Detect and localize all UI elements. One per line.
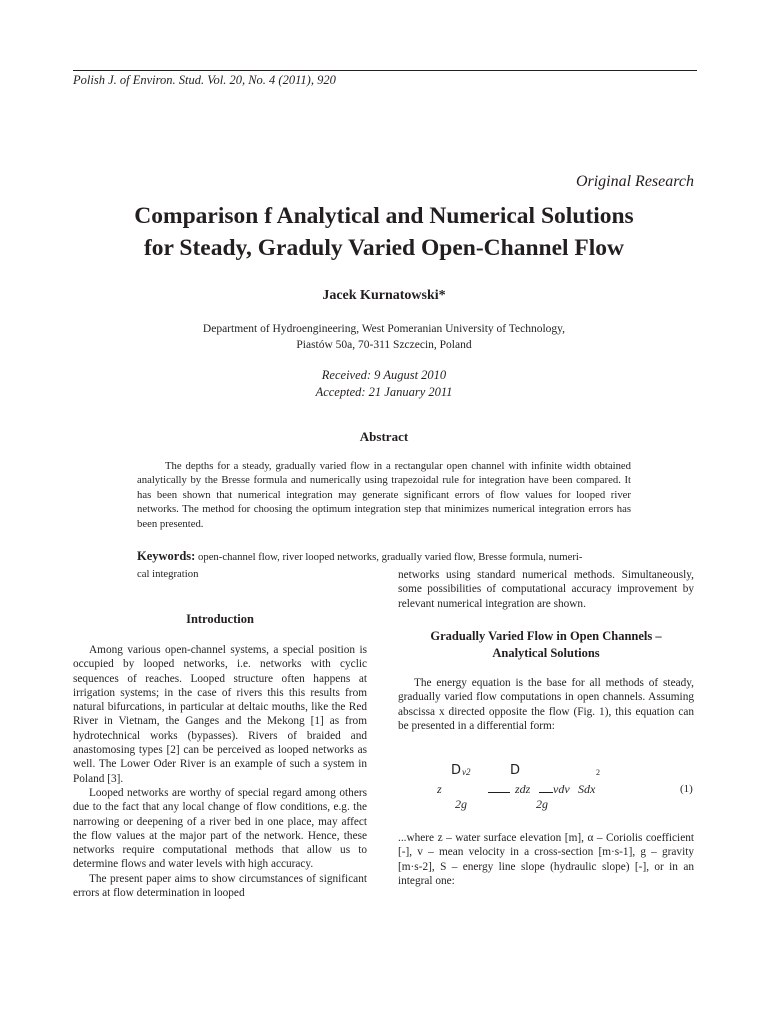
journal-citation: Polish J. of Environ. Stud. Vol. 20, No. 4 (2011), 920 bbox=[73, 73, 336, 87]
eq-z: z bbox=[437, 782, 442, 796]
introduction-body bbox=[73, 643, 367, 900]
received-date: Received: 9 August 2010 bbox=[321, 368, 447, 382]
eq-sdx: Sdx bbox=[578, 782, 596, 796]
eq-zdz: zdz bbox=[515, 782, 531, 796]
author-name: Jacek Kurnatowski* bbox=[322, 288, 446, 303]
abstract-heading: Abstract bbox=[359, 429, 409, 444]
introduction-heading: Introduction bbox=[186, 612, 254, 626]
title-line-2: for Steady, Graduly Varied Open-Channel Flow bbox=[143, 235, 625, 261]
affiliation-line-1: Department of Hydroengineering, West Pomeranian University of Technology, bbox=[202, 323, 566, 335]
title-line-1: Comparison f Analytical and Numerical Solutions bbox=[134, 203, 634, 229]
keywords bbox=[137, 549, 631, 564]
article-type: Original Research bbox=[575, 173, 694, 190]
eq-denominator-1: 2g bbox=[455, 797, 467, 811]
gvf-paragraph bbox=[398, 676, 694, 733]
eq-fraction-bar-1 bbox=[488, 792, 510, 793]
keywords-continuation: cal integration bbox=[137, 568, 199, 580]
gvf-heading-line-2: Analytical Solutions bbox=[492, 646, 600, 660]
header-rule bbox=[73, 70, 697, 71]
eq-delta-2: D bbox=[510, 763, 521, 778]
keywords-label: Keywords: bbox=[137, 549, 196, 563]
eq-superscript-2: 2 bbox=[596, 768, 600, 777]
intro-paragraph-2: Looped networks are worthy of special regard among others due to the fact that any local change of flow conditions, e.g. the narrowing or deepening of a river bed in one place, may affect the flow values at the major part of the network. Hence, these networks require computational methods that allow us to determine flows and water levels with high accuracy. bbox=[73, 786, 367, 871]
eq-denominator-2: 2g bbox=[536, 797, 548, 811]
dates bbox=[0, 367, 768, 400]
gvf-heading-line-1: Gradually Varied Flow in Open Channels – bbox=[430, 629, 662, 643]
accepted-date: Accepted: 21 January 2011 bbox=[315, 384, 453, 399]
variable-definitions: ...where z – water surface elevation [m], α – Coriolis coefficient [-], v – mean velocity in a cross-section [m·s-1], g – gravity [m·s-2], S – energy line slope (hydraulic slope) [-], or in an integral one: bbox=[398, 832, 694, 887]
abstract-text: The depths for a steady, gradually varied flow in a rectangular open channel with infinite width obtained analytically by the Bresse formula and numerically using trapezoidal rule for integration have been compared. It has been shown that numerical integration may generate significant errors of flow values for looped river networks. The method for choosing the optimum integration step that minimizes numerical integration errors has been presented. bbox=[137, 460, 631, 530]
right-column-continuation: networks using standard numerical methods. Simultaneously, some possibilities of computational accuracy improvement by relevant numerical integration are shown. bbox=[398, 569, 694, 610]
gvf-paragraph-1: The energy equation is the base for all methods of steady, gradually varied flow computations in open channels. Assuming abscissa x directed opposite the flow (Fig. 1), this equation can be presented in a differential form: bbox=[398, 677, 694, 732]
eq-fraction-bar-2 bbox=[539, 792, 553, 793]
paper-title bbox=[60, 200, 708, 264]
affiliation bbox=[0, 321, 768, 353]
eq-v2: v2 bbox=[462, 767, 471, 777]
eq-number: (1) bbox=[680, 783, 693, 795]
keywords-text: open-channel flow, river looped networks, gradually varied flow, Bresse formula, numeri- bbox=[198, 551, 583, 563]
intro-paragraph-3: The present paper aims to show circumstances of significant errors at flow determination in looped bbox=[73, 872, 367, 900]
eq-delta-1: D bbox=[451, 763, 462, 778]
gvf-heading bbox=[398, 628, 694, 662]
eq-vdv: vdv bbox=[553, 782, 570, 796]
intro-paragraph-1: Among various open-channel systems, a special position is occupied by looped networks, i.e. networks with cyclic sequences of reaches. Looped structure often happens at irrigation systems; in the case of rivers this this results from natural bifurcations, in particular at deltaic mouths, like the Red River in Vietnam, the Ganges and the Mekong [1] as from hydrotechnical works (bypasses). Rivers of braided and anastomosing types [2] can be perceived as looped networks as well. The Lower Oder River is an example of such a system in Poland [3]. bbox=[73, 644, 367, 785]
affiliation-line-2: Piastów 50a, 70-311 Szczecin, Poland bbox=[296, 339, 472, 351]
